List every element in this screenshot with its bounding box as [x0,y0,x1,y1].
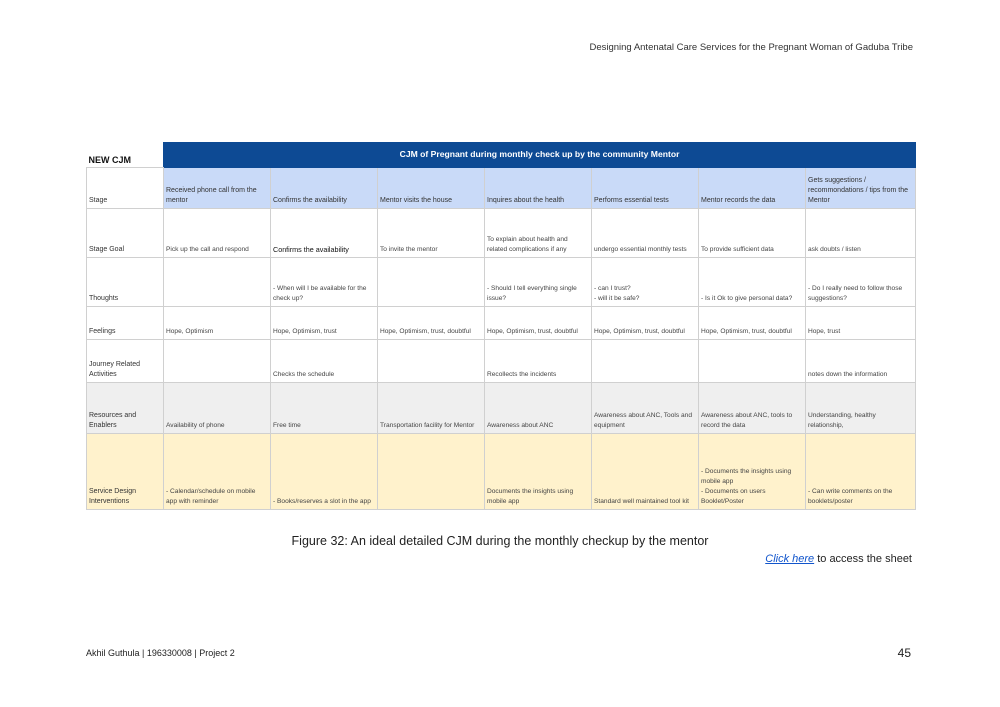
table-cell: Confirms the availability [271,168,378,209]
click-here-link[interactable]: Click here [765,553,815,565]
table-cell: undergo essential monthly tests [592,209,699,258]
table-cell: Hope, Optimism, trust [271,307,378,340]
table-cell [378,434,485,510]
table-cell: Performs essential tests [592,168,699,209]
table-cell [164,340,271,383]
sheet-link-line [765,553,912,565]
table-cell [164,258,271,307]
table-cell [378,340,485,383]
table-cell: Documents the insights using mobile app [485,434,592,510]
row-label: Feelings [87,307,164,340]
table-row-resources [87,383,916,434]
table-cell: Checks the schedule [271,340,378,383]
table-row-interventions [87,434,916,510]
row-label: Stage [87,168,164,209]
table-row-stage-goal [87,209,916,258]
table-row-feelings [87,307,916,340]
row-label: Service Design Interventions [87,434,164,510]
table-cell: Standard well maintained tool kit [592,434,699,510]
table-cell: Mentor records the data [699,168,806,209]
row-label: Journey Related Activities [87,340,164,383]
table-cell: Availability of phone [164,383,271,434]
cjm-banner-title: CJM of Pregnant during monthly check up by the community Mentor [164,143,916,168]
table-cell [378,258,485,307]
cjm-table [86,142,916,510]
table-cell: - When will I be available for the check up? [271,258,378,307]
table-cell: Confirms the availability [271,209,378,258]
table-cell: Mentor visits the house [378,168,485,209]
table-cell: Understanding, healthy relationship, [806,383,916,434]
table-cell: Pick up the call and respond [164,209,271,258]
table-cell: Hope, Optimism, trust, doubtful [699,307,806,340]
table-cell: Hope, Optimism, trust, doubtful [378,307,485,340]
table-cell: ask doubts / listen [806,209,916,258]
table-cell: Received phone call from the mentor [164,168,271,209]
table-cell: Hope, Optimism, trust, doubtful [592,307,699,340]
table-row-stage [87,168,916,209]
new-cjm-label: NEW CJM [87,143,164,168]
table-row-thoughts [87,258,916,307]
table-cell: notes down the information [806,340,916,383]
table-cell: Awareness about ANC, Tools and equipment [592,383,699,434]
table-cell: Hope, trust [806,307,916,340]
sheet-link-text: to access the sheet [814,553,912,565]
table-cell: Free time [271,383,378,434]
table-cell: - can I trust? - will it be safe? [592,258,699,307]
table-cell: Transportation facility for Mentor [378,383,485,434]
table-cell: - Documents the insights using mobile app - Documents on users Booklet/Poster [699,434,806,510]
table-cell: To explain about health and related complications if any [485,209,592,258]
figure-caption: Figure 32: An ideal detailed CJM during the monthly checkup by the mentor [291,534,709,548]
footer-author: Akhil Guthula | 196330008 | Project 2 [86,648,235,658]
table-cell: Hope, Optimism, trust, doubtful [485,307,592,340]
table-row-journey-activities [87,340,916,383]
table-cell: Recollects the incidents [485,340,592,383]
table-cell: Gets suggestions / recommondations / tips from the Mentor [806,168,916,209]
table-cell: Awareness about ANC, tools to record the data [699,383,806,434]
table-cell: - Calendar/schedule on mobile app with reminder [164,434,271,510]
table-cell: To invite the mentor [378,209,485,258]
table-cell: - Should I tell everything single issue? [485,258,592,307]
row-label: Stage Goal [87,209,164,258]
table-cell: - Can write comments on the booklets/poster [806,434,916,510]
table-cell: Hope, Optimism [164,307,271,340]
table-header-row [87,143,916,168]
table-cell [592,340,699,383]
table-cell: - Is it Ok to give personal data? [699,258,806,307]
table-cell [699,340,806,383]
table-cell: Awareness about ANC [485,383,592,434]
document-header-title: Designing Antenatal Care Services for the Pregnant Woman of Gaduba Tribe [589,42,913,53]
table-cell: To provide sufficient data [699,209,806,258]
table-cell: Inquires about the health [485,168,592,209]
row-label: Thoughts [87,258,164,307]
row-label: Resources and Enablers [87,383,164,434]
table-cell: - Books/reserves a slot in the app [271,434,378,510]
table-cell: - Do I really need to follow those suggestions? [806,258,916,307]
page-number: 45 [897,646,911,660]
